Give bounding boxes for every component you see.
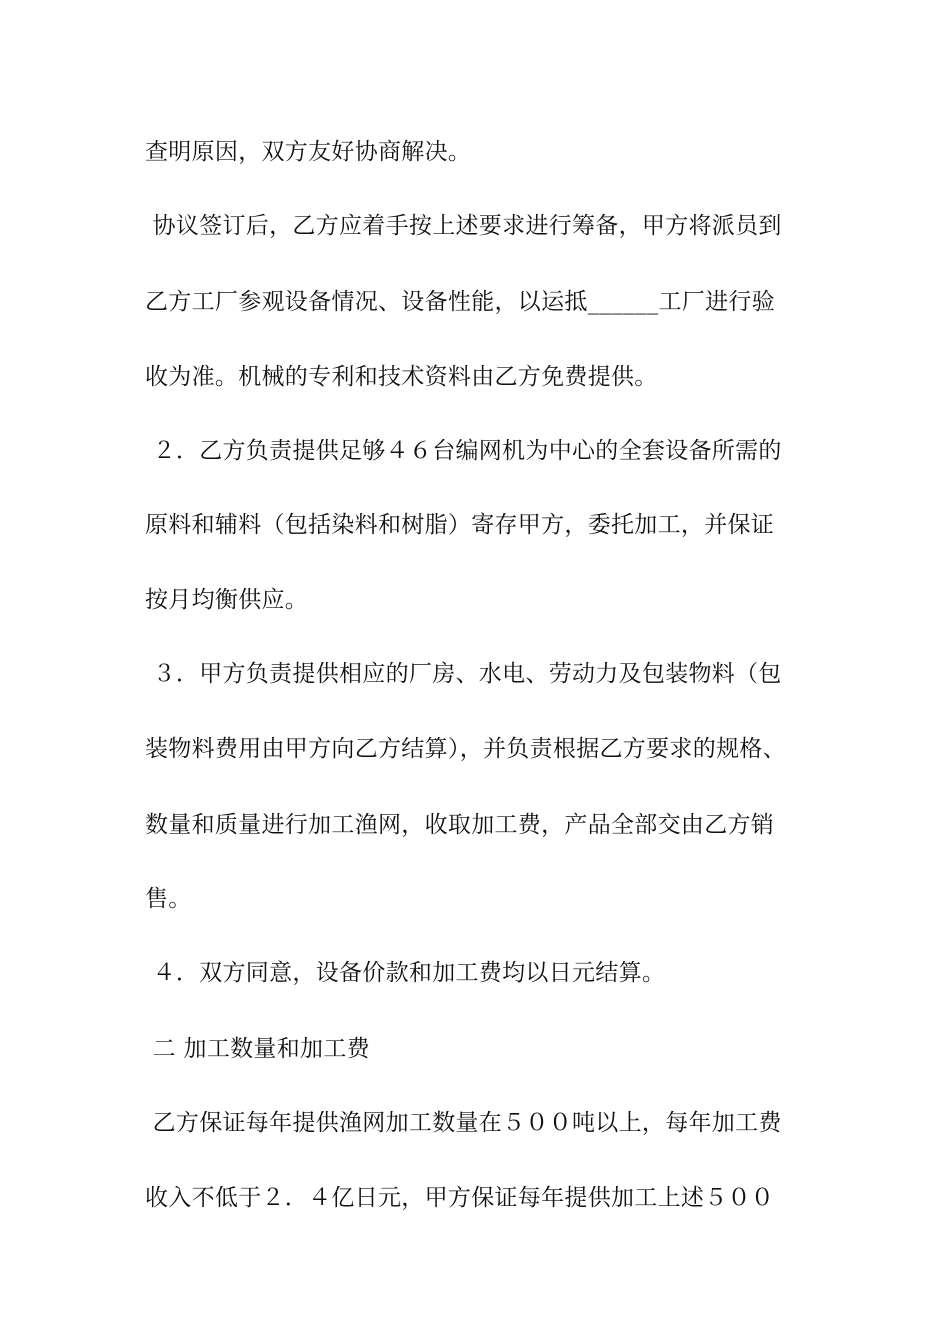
text-line: 收入不低于２．４亿日元，甲方保证每年提供加工上述５００ [145,1185,775,1211]
section-heading: 二 加工数量和加工费 [145,1036,370,1062]
text-line: 数量和质量进行加工渔网，收取加工费，产品全部交由乙方销 [145,812,775,838]
text-line: 按月均衡供应。 [145,587,309,613]
text-line: 收为准。机械的专利和技术资料由乙方免费提供。 [145,364,658,390]
text-line: 查明原因，双方友好协商解决。 [145,139,472,165]
text-line: 乙方保证每年提供渔网加工数量在５００吨以上，每年加工费 [145,1110,782,1136]
text-line: 售。 [145,886,192,912]
text-line: ４．双方同意，设备价款和加工费均以日元结算。 [145,960,666,986]
text-line: 协议签订后，乙方应着手按上述要求进行筹备，甲方将派员到 [145,213,782,239]
text-line: 装物料费用由甲方向乙方结算），并负责根据乙方要求的规格、 [145,736,786,762]
text-line: ２．乙方负责提供足够４６台编网机为中心的全套设备所需的 [145,438,782,464]
text-line: 原料和辅料（包括染料和树脂）寄存甲方，委托加工，并保证 [145,512,775,538]
text-line: ３．甲方负责提供相应的厂房、水电、劳动力及包装物料（包 [145,661,782,687]
text-line: 乙方工厂参观设备情况、设备性能，以运抵______工厂进行验 [145,289,775,315]
